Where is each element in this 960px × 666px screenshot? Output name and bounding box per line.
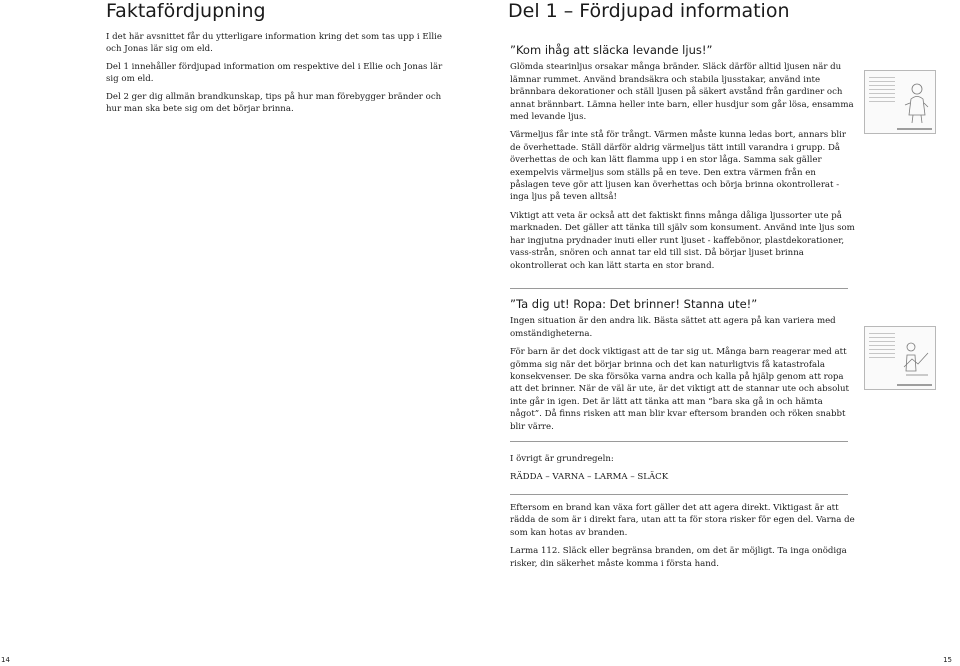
illustration-figure-icon <box>902 337 930 381</box>
act-fast-paragraph: Larma 112. Släck eller begränsa branden, om det är möjligt. Ta inga onödiga risker, din säkerhet måste komma i första hand. <box>510 546 847 569</box>
intro-paragraph: Del 2 ger dig allmän brandkunskap, tips på hur man förebygger bränder och hur man ska bete sig om det börjar brinna. <box>106 91 442 115</box>
thumbnail-caption-bar <box>897 128 932 130</box>
thumbnail-text-lines <box>869 333 895 361</box>
section-title: Del 1 – Fördjupad information <box>508 0 790 22</box>
candles-paragraph: Viktigt att veta är också att det faktiskt finns många dåliga ljussorter ute på marknaden. Det gäller att tänka till själv som konsument. Använd inte ljus som har ingjutna prydnader inuti eller runt ljuset - kaffebönor, plastdekorationer, vass-strån, snören och annat tar eld till sist. Då börjar ljuset brinna okontrollerat och kan lätt starta en stor brand. <box>510 210 855 271</box>
divider <box>510 288 848 289</box>
evacuation-paragraph: Ingen situation är den andra lik. Bästa sättet att agera på kan variera med omständigheterna. <box>510 316 836 339</box>
candles-paragraph: Glömda stearinljus orsakar många bränder. Släck därför alltid ljusen när du lämnar rummet. Använd brandsäkra och stabila ljusstakar, använd inte brännbara dekorationer och ställ ljusen på säkert avstånd från gardiner och annat brännbart. Lämna heller inte barn, eller husdjur som går lösa, ensamma med levande ljus. <box>510 62 854 123</box>
page-title: Faktafördjupning <box>106 0 266 22</box>
evacuation-section <box>510 298 856 439</box>
candles-heading: ”Kom ihåg att släcka levande ljus!” <box>510 43 713 57</box>
evacuation-heading: ”Ta dig ut! Ropa: Det brinner! Stanna ute!” <box>510 297 758 311</box>
basic-rule-section <box>510 453 856 490</box>
act-fast-section <box>510 502 856 576</box>
intro-paragraph: Del 1 innehåller fördjupad information om respektive del i Ellie och Jonas lär sig om eld. <box>106 61 443 85</box>
basic-rule-intro: I övrigt är grundregeln: <box>510 454 614 464</box>
illustration-figure-icon <box>902 81 930 125</box>
divider <box>510 494 848 495</box>
thumbnail-caption-bar <box>897 384 932 386</box>
book-page-thumbnail-icon <box>864 70 936 134</box>
candles-paragraph: Värmeljus får inte stå för trångt. Värmen måste kunna ledas bort, annars blir de överhettade. Ställ därför aldrig värmeljus tätt intill varandra i grupp. Då överhettas de och kan lätt flamma upp i en stor låga. Samma sak gäller exempelvis värmeljus som ställs på en teve. Den extra värmen från en påslagen teve gör att ljusen kan överhettas och börja brinna okontrollerat - inga ljus på teven alltså! <box>510 130 846 203</box>
right-page <box>480 0 960 666</box>
page-number-right: 15 <box>943 656 952 664</box>
evacuation-paragraph: För barn är det dock viktigast att de tar sig ut. Många barn reagerar med att gömma sig när det börjar brinna och det kan naturligtvis få katastrofala konsekvenser. De ska försöka varna andra och kalla på hjälp genom att ropa att det brinner. När de väl är ute, är det viktigt att de stannar ute och absolut inte går in igen. Det är lätt att tänka att man ”bara ska gå in och hämta något”. Då finns risken att man blir kvar eftersom branden och röken snabbt blir värre. <box>510 347 849 432</box>
intro-paragraph: I det här avsnittet får du ytterligare information kring det som tas upp i Ellie och Jonas lär sig om eld. <box>106 32 442 55</box>
page-number-left: 14 <box>1 656 10 664</box>
candles-section <box>510 44 856 278</box>
act-fast-paragraph: Eftersom en brand kan växa fort gäller det att agera direkt. Viktigast är att rädda de som är i direkt fara, utan att ta för stora risker för egen del. Varna de som kan hotas av branden. <box>510 503 855 538</box>
intro-text <box>106 31 446 120</box>
basic-rule-motto: RÄDDA – VARNA – LARMA – SLÄCK <box>510 472 669 483</box>
book-page-thumbnail-icon <box>864 326 936 390</box>
thumbnail-text-lines <box>869 77 895 105</box>
divider <box>510 441 848 442</box>
